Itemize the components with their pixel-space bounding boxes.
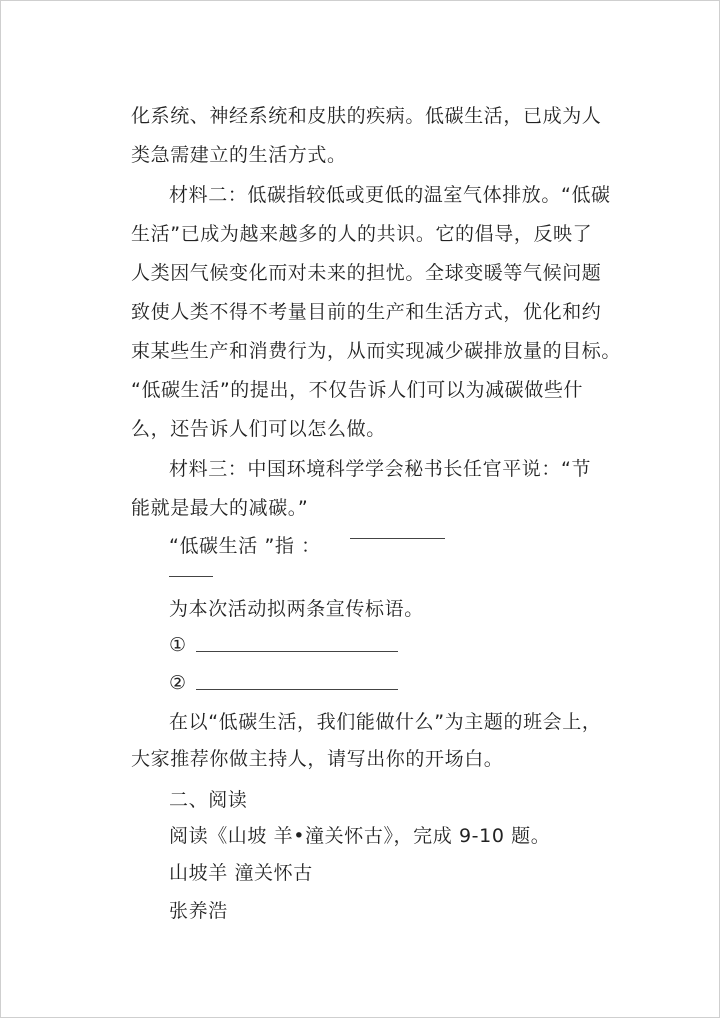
question-1 xyxy=(169,534,321,558)
question-3-line: 大家推荐你做主持人，请写出你的开场白。 xyxy=(131,748,504,770)
answer-blank-1[interactable] xyxy=(350,520,445,539)
poem-title: 山坡羊 潼关怀古 xyxy=(169,862,313,884)
material-3-line: 能就是最大的减碳。” xyxy=(131,497,309,519)
section-heading: 二、阅读 xyxy=(169,789,248,811)
slogan-1 xyxy=(169,633,187,657)
material-3-line: 材料三：中国环境科学学会秘书长任官平说：“节 xyxy=(169,458,592,480)
answer-blank-1-continued[interactable] xyxy=(169,558,213,577)
reading-instruction: 阅读《山坡 羊•潼关怀古》，完成 9-10 题。 xyxy=(169,825,551,847)
material-2-line: “低碳生活”的提出，不仅告诉人们可以为减碳做些什 xyxy=(131,379,584,401)
slogan-2-blank[interactable] xyxy=(196,671,398,690)
material-2-line: 材料二：低碳指较低或更低的温室气体排放。“低碳 xyxy=(169,184,611,206)
question-2: 为本次活动拟两条宣传标语。 xyxy=(169,598,424,620)
slogan-1-blank[interactable] xyxy=(196,633,398,652)
slogan-1-marker: ① xyxy=(169,634,187,656)
material-2-line: 束某些生产和消费行为，从而实现减少碳排放量的目标。 xyxy=(131,340,622,362)
material-2-line: 生活”已成为越来越多的人的共识。它的倡导，反映了 xyxy=(131,223,593,245)
material-2-line: 人类因气候变化而对未来的担忧。全球变暖等气候问题 xyxy=(131,262,602,284)
question-3-line: 在以“低碳生活，我们能做什么”为主题的班会上， xyxy=(169,711,602,733)
material-2-line: 致使人类不得不考量目前的生产和生活方式，优化和约 xyxy=(131,301,602,323)
paragraph-line: 类急需建立的生活方式。 xyxy=(131,144,347,166)
paragraph-line: 化系统、神经系统和皮肤的疾病。低碳生活，已成为人 xyxy=(131,105,602,127)
slogan-2-marker: ② xyxy=(169,672,187,694)
question-1-label: “低碳生活 ”指 ： xyxy=(169,535,321,557)
material-2-line: 么，还告诉人们可以怎么做。 xyxy=(131,418,386,440)
slogan-2 xyxy=(169,671,187,695)
poem-author: 张养浩 xyxy=(169,900,228,922)
